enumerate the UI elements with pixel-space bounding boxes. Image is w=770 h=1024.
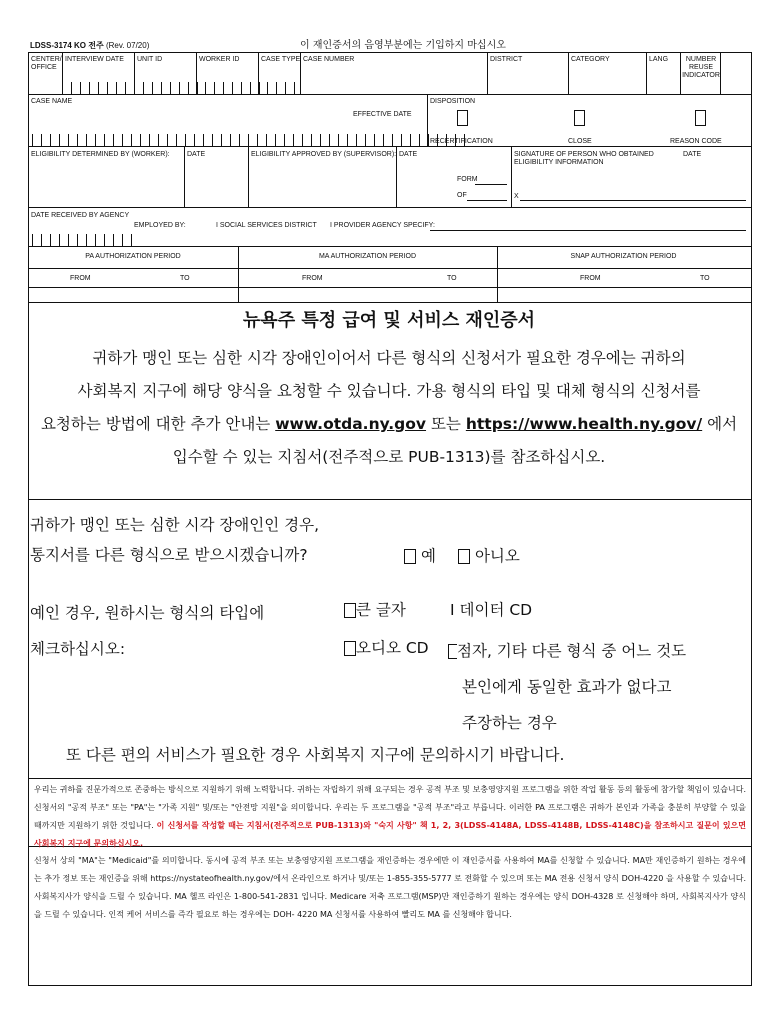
- audio-cd-label: 오디오 CD: [356, 639, 429, 657]
- other-services-text: 또 다른 편의 서비스가 필요한 경우 사회복지 지구에 문의하시기 바랍니다.: [66, 746, 565, 764]
- page-title: 뉴욕주 특정 급여 및 서비스 재인증서: [242, 310, 536, 331]
- worker-id-label: WORKER ID: [199, 56, 240, 63]
- work-requirement-text: 우리는 귀하를 진문가적으로 존중하는 방식으로 지원하기 위해 노력합니다. 귀하는 자립하기 위해 요구되는 경우 공적 부조 및 보충영양지원 프로그램을 위한 작업 활동 등의 활동에 참가할 책임이 있습니다. 신청서의 "공적 부조" 또는 "PA"는 "가족 지원" 및/또는 "안전망 지원"을 의미합니다. 우리는 두 프로그램을 "공적 부조"라고 부릅니다. 이러한 PA 프로그램은 귀하가 본인과 가족을 충분히 부양할 수 있을 때까지만 지원하기 위한 것입니다.: [34, 785, 746, 830]
- interview-date-ticks[interactable]: [62, 82, 143, 94]
- no-checkbox[interactable]: [458, 549, 470, 564]
- large-print-label: 큰 글자: [356, 601, 406, 619]
- large-print-option[interactable]: [344, 595, 406, 625]
- ma-to-label: TO: [447, 275, 457, 282]
- provider-agency-label: PROVIDER AGENCY SPECIFY:: [333, 222, 435, 229]
- form-label: FORM: [457, 176, 478, 183]
- intro-line-3-mid: 또는: [426, 415, 466, 433]
- ma-from-label: FROM: [302, 275, 323, 282]
- eligibility-worker-label: ELIGIBILITY DETERMINED BY (WORKER):: [31, 151, 170, 158]
- social-services-label: SOCIAL SERVICES DISTRICT: [219, 222, 317, 229]
- category-label: CATEGORY: [571, 56, 610, 63]
- intro-line-2: 사회복지 지구에 해당 양식을 요청할 수 있습니다. 가용 형식의 타입 및 대체 형식의 신청서를: [77, 382, 701, 400]
- effective-date-label: EFFECTIVE DATE: [353, 111, 412, 118]
- intro-line-4: 입수할 수 있는 지침서(전주적으로 PUB-1313)를 참조하십시오.: [172, 448, 606, 466]
- snap-to-label: TO: [700, 275, 710, 282]
- audio-cd-checkbox[interactable]: [344, 641, 356, 656]
- data-cd-label: 데이터 CD: [459, 601, 533, 619]
- social-services-option[interactable]: I SOCIAL SERVICES DISTRICT: [216, 222, 317, 229]
- of-label: OF: [457, 192, 467, 199]
- interview-date-label: INTERVIEW DATE: [65, 56, 124, 63]
- large-print-checkbox[interactable]: [344, 603, 356, 618]
- provider-agency-option[interactable]: I PROVIDER AGENCY SPECIFY:: [330, 222, 435, 229]
- snap-from-label: FROM: [580, 275, 601, 282]
- braille-line-1: 점자, 기타 다른 형식 중 어느 것도: [457, 642, 687, 660]
- question-line-1: 귀하가 맹인 또는 심한 시각 장애인인 경우,: [30, 516, 320, 534]
- recertification-checkbox[interactable]: [457, 110, 468, 126]
- close-checkbox[interactable]: [574, 110, 585, 126]
- pa-from-label: FROM: [70, 275, 91, 282]
- format-question: [30, 595, 264, 667]
- eligibility-supervisor-label: ELIGIBILITY APPROVED BY (SUPERVISOR):: [251, 151, 397, 158]
- no-option[interactable]: [458, 541, 520, 571]
- intro-line-3-pre: 요청하는 방법에 대한 추가 안내는: [40, 415, 276, 433]
- pa-auth-label: PA AUTHORIZATION PERIOD: [85, 253, 181, 260]
- question-text: [30, 510, 319, 570]
- intro-line-3-post: 에서: [702, 415, 738, 433]
- center-office-label: CENTER/ OFFICE: [31, 56, 62, 71]
- otda-link[interactable]: www.otda.ny.gov: [275, 415, 427, 433]
- case-name-label: CASE NAME: [31, 98, 73, 105]
- audio-cd-option[interactable]: [344, 633, 429, 663]
- unit-id-label: UNIT ID: [137, 56, 163, 63]
- case-type-label: CASE TYPE: [261, 56, 301, 63]
- signature-info-label: SIGNATURE OF PERSON WHO OBTAINED ELIGIBILITY INFORMATION: [514, 151, 654, 166]
- recertification-label: RECERTIFICATION: [430, 138, 493, 145]
- form-code-text: LDSS-3174 KO 전주: [30, 41, 104, 50]
- format-line-2: 체크하십시오:: [30, 640, 126, 658]
- case-type-ticks[interactable]: [258, 82, 303, 94]
- snap-auth-label: SNAP AUTHORIZATION PERIOD: [570, 253, 677, 260]
- ma-auth-label: MA AUTHORIZATION PERIOD: [318, 253, 417, 260]
- form-revision: (Rev. 07/20): [105, 41, 150, 50]
- date1-label: DATE: [187, 151, 206, 158]
- employed-by-label: EMPLOYED BY:: [134, 222, 186, 229]
- intro-line-1: 귀하가 맹인 또는 심한 시각 장애인이어서 다른 형식의 신청서가 필요한 경우에는 귀하의: [92, 349, 686, 367]
- data-cd-option[interactable]: I 데이터 CD: [450, 601, 533, 619]
- reason-code-label: REASON CODE: [670, 138, 722, 145]
- form-code: [30, 41, 149, 50]
- braille-checkbox[interactable]: [448, 644, 457, 659]
- date-received-ticks[interactable]: [32, 234, 140, 246]
- date-received-label: DATE RECEIVED BY AGENCY: [31, 212, 130, 219]
- braille-line-3: 주장하는 경우: [462, 714, 557, 732]
- work-requirement-notice: [34, 781, 746, 853]
- reason-code-checkbox[interactable]: [695, 110, 706, 126]
- do-not-write-notice: 이 재인증서의 음영부분에는 기입하지 마십시오: [300, 40, 506, 51]
- yes-option[interactable]: [404, 541, 436, 571]
- braille-line-2: 본인에게 동일한 효과가 없다고: [462, 678, 672, 696]
- no-label: 아니오: [474, 547, 520, 565]
- format-line-1: 예인 경우, 원하시는 형식의 타입에: [30, 604, 265, 622]
- medicaid-notice: 신청서 상의 "MA"는 "Medicaid"를 의미합니다. 동시에 공적 부조 또는 보충영양지원 프로그램을 재인증하는 경우에만 이 재인증서를 사용하여 MA를 신청할 수 있습니다. MA만 재인증하기 원하는 경우에는 추가 정보 또는 재인증을 위해 https://nystateofhealth.ny.gov/에서 온라인으로 하거나 및/또는 1-855-355-5777 로 전화할 수 있으며 또는 MA 전용 신청서 양식 DOH-4220 을 사용할 수 있습니다. 사회복지사가 양식을 드릴 수 있습니다. MA 헬프 라인은 1-800-541-2831 입니다. Medicare 저축 프로그램(MSP)만 재인증하기 원하는 경우에는 양식 DOH-4328 로 신청해야 하며, 사회복지사가 양식을 드릴 수 있습니다. 인적 케어 서비스를 즉각 필요로 하는 경우에는 DOH- 4220 MA 신청서를 사용하여 빨리도 MA 를 신청해야 합니다.: [34, 856, 746, 919]
- number-reuse-label: NUMBER REUSE INDICATOR: [682, 56, 720, 79]
- signature-x-label: X: [514, 193, 519, 200]
- health-link[interactable]: https://www.health.ny.gov/: [465, 415, 703, 433]
- close-label: CLOSE: [568, 138, 592, 145]
- pa-to-label: TO: [180, 275, 190, 282]
- intro-paragraph: [28, 342, 750, 474]
- reference-guide-warning: 이 신청서를 작성할 때는 지침서(전주적으로 PUB-1313)와 "숙지 사항" 책 1, 2, 3(LDSS-4148A, LDSS-4148B, LDSS-4148C)을 참조하시고 질문이 있으면 사회복지 지구에 문의하십시오.: [34, 821, 747, 848]
- yes-checkbox[interactable]: [404, 549, 416, 564]
- district-label: DISTRICT: [490, 56, 523, 63]
- disposition-label: DISPOSITION: [430, 98, 476, 105]
- date2-label: DATE: [399, 151, 418, 158]
- braille-option[interactable]: [448, 633, 686, 741]
- yes-label: 예: [420, 547, 436, 565]
- date3-label: DATE: [683, 151, 702, 158]
- lang-label: LANG: [649, 56, 669, 63]
- case-name-ticks[interactable]: [32, 134, 473, 146]
- question-line-2: 통지서를 다른 형식으로 받으시겠습니까?: [30, 546, 308, 564]
- intro-line-3: [28, 408, 750, 441]
- case-number-label: CASE NUMBER: [303, 56, 355, 63]
